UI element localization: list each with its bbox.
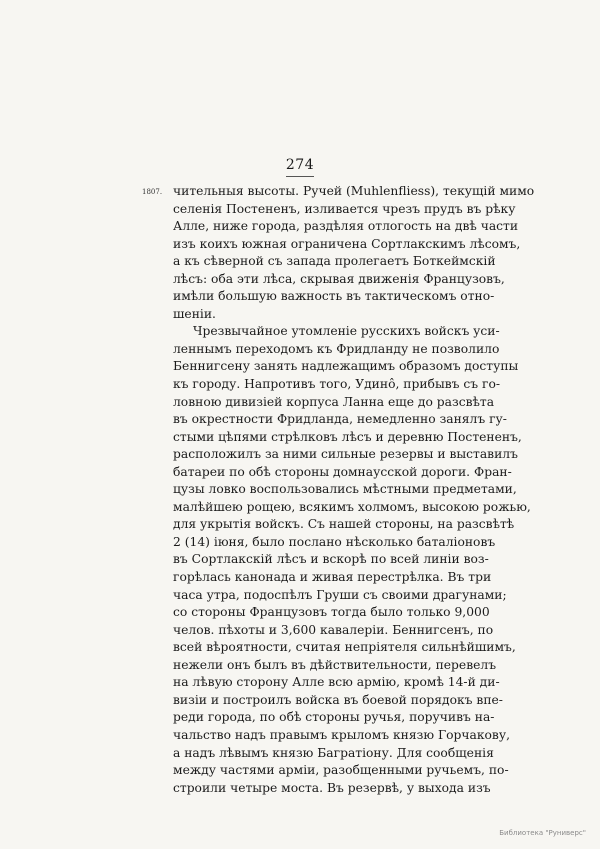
text-line: Чрезвычайное утомленіе русскихъ войскъ уси- <box>193 324 500 339</box>
text-line: Беннигсену занять надлежащимъ образомъ доступы <box>173 359 519 374</box>
text-line: стыми цѣпями стрѣлковъ лѣсъ и деревню Постененъ, <box>173 429 522 444</box>
text-line: а къ сѣверной съ запада пролегаетъ Боткеймскій <box>173 254 496 269</box>
text-line: чальство надъ правымъ крыломъ князю Горчакову, <box>173 727 510 742</box>
text-line: 2 (14) іюня, было послано нѣсколько баталіоновъ <box>173 534 496 549</box>
text-line: шеніи. <box>173 306 216 321</box>
text-line: чительныя высоты. Ручей (Muhlenfliess), текущій мимо <box>173 184 535 198</box>
text-line: лѣсъ: оба эти лѣса, скрывая движенія Французовъ, <box>173 271 505 286</box>
text-line: на лѣвую сторону Алле всю армію, кромѣ 14-й ди- <box>173 675 500 690</box>
body-text <box>173 183 535 797</box>
text-line: селенія Постененъ, изливается чрезъ прудъ въ рѣку <box>173 201 516 216</box>
library-watermark: Библиотека "Руниверс" <box>499 829 586 837</box>
text-line: строили четыре моста. Въ резервѣ, у выхода изъ <box>173 780 491 795</box>
text-line: батареи по обѣ стороны домнаусской дороги. Фран- <box>173 464 512 479</box>
text-line: горѣлась канонада и живая перестрѣлка. Въ три <box>173 570 492 585</box>
text-line: изъ коихъ южная ограничена Сортлакскимъ лѣсомъ, <box>173 236 521 251</box>
text-line: реди города, по обѣ стороны ручья, поручивъ на- <box>173 710 495 725</box>
text-line: въ Сортлакскій лѣсъ и вскорѣ по всей линіи воз- <box>173 552 489 567</box>
text-line: визіи и построилъ войска въ боевой порядокъ впе- <box>173 692 503 707</box>
text-line: имѣли большую важность въ тактическомъ отно- <box>173 289 495 304</box>
text-line: нежели онъ былъ въ дѣйствительности, перевелъ <box>173 657 497 672</box>
page-number: 274 <box>285 157 315 173</box>
text-line: ловною дивизіей корпуса Ланна еще до разсвѣта <box>173 394 495 409</box>
text-line: къ городу. Напротивъ того, Удинô, прибывъ съ го- <box>173 377 501 392</box>
text-line: всей вѣроятности, считая непріятеля сильнѣйшимъ, <box>173 640 516 655</box>
text-line: расположилъ за ними сильные резервы и выставилъ <box>173 447 518 462</box>
margin-year-note: 1807. <box>142 188 163 196</box>
text-line: малѣйшею рощею, всякимъ холмомъ, высокою рожью, <box>173 499 531 514</box>
page-number-rule <box>286 176 314 177</box>
text-line: для укрытія войскъ. Съ нашей стороны, на разсвѣтѣ <box>173 517 515 532</box>
text-line: часа утра, подоспѣлъ Груши съ своими драгунами; <box>173 587 507 602</box>
text-line: Алле, ниже города, раздѣляя отлогость на двѣ части <box>173 219 519 234</box>
text-line: со стороны Французовъ тогда было только 9,000 <box>173 605 490 620</box>
text-line: леннымъ переходомъ къ Фридланду не позволило <box>173 341 500 356</box>
text-line: въ окрестности Фридланда, немедленно занялъ гу- <box>173 412 507 427</box>
text-line: цузы ловко воспользовались мѣстными предметами, <box>173 482 517 497</box>
text-line: а надъ лѣвымъ князю Багратіону. Для сообщенія <box>173 745 494 760</box>
text-line: челов. пѣхоты и 3,600 кавалеріи. Беннигсенъ, по <box>173 622 494 637</box>
text-line: между частями арміи, разобщенными ручьемъ, по- <box>173 763 509 778</box>
